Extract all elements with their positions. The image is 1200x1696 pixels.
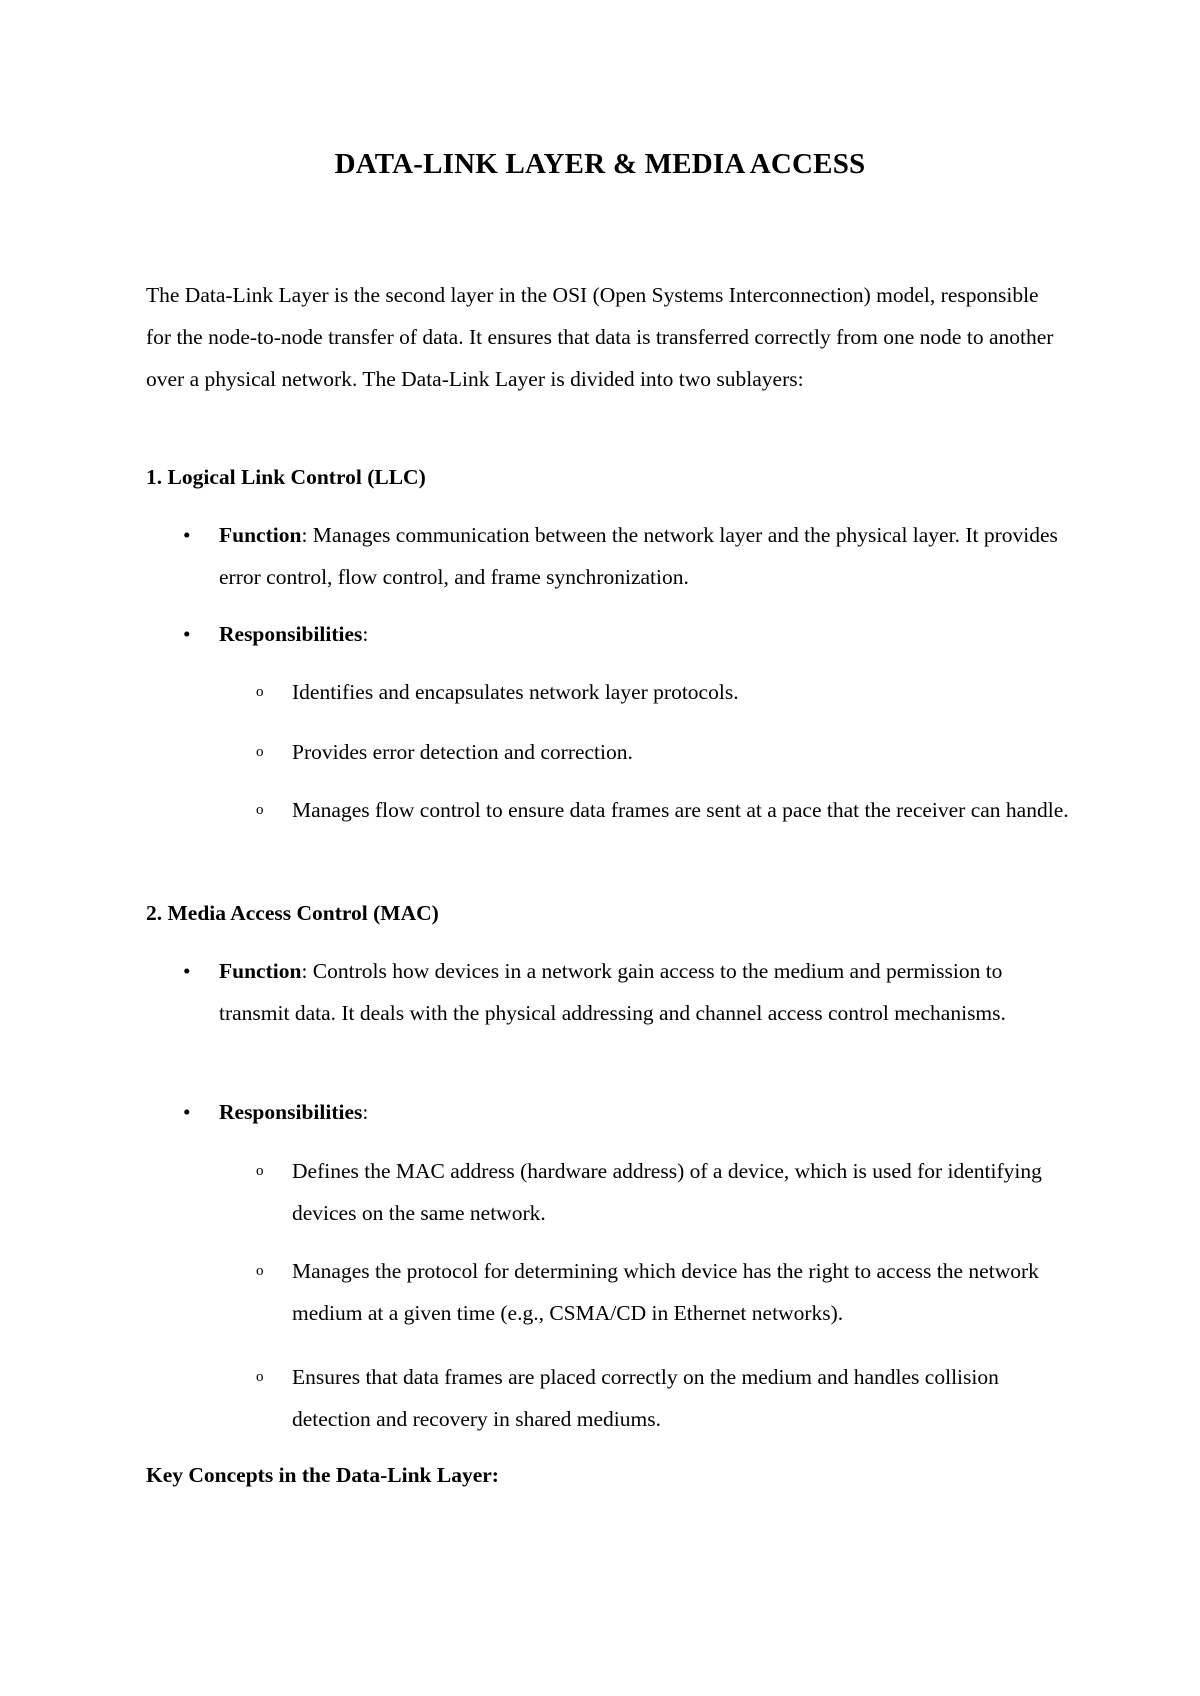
function-text: : Manages communication between the network layer and the physical layer. It provides error control, flow control, and frame synchronization. (219, 523, 1058, 589)
bullet-icon: • (183, 959, 191, 983)
responsibilities-colon: : (362, 622, 369, 646)
document-title: DATA-LINK LAYER & MEDIA ACCESS (334, 148, 866, 180)
sub-bullet-icon: o (256, 802, 264, 818)
section-heading-llc: 1. Logical Link Control (LLC) (146, 465, 426, 489)
llc-function-item (219, 514, 1074, 598)
section-heading-mac: 2. Media Access Control (MAC) (146, 901, 439, 925)
mac-function-item (219, 950, 1074, 1034)
key-concepts-heading: Key Concepts in the Data-Link Layer: (146, 1463, 499, 1487)
llc-responsibilities-item (219, 613, 1074, 655)
responsibilities-term: Responsibilities (219, 1100, 363, 1124)
intro-paragraph: The Data-Link Layer is the second layer in the OSI (Open Systems Interconnection) model, responsible for the node-to-node transfer of data. It ensures that data is transferred correctly from one node to another over a physical network. The Data-Link Layer is divided into two sublayers: (146, 283, 1054, 391)
responsibilities-term: Responsibilities (219, 622, 363, 646)
bullet-icon: • (183, 1100, 191, 1124)
sub-bullet-icon: o (256, 1369, 264, 1385)
mac-responsibilities-item (219, 1091, 1074, 1133)
llc-responsibility-item: Identifies and encapsulates network layer protocols. (292, 680, 739, 704)
mac-responsibility-item: Ensures that data frames are placed correctly on the medium and handles collision detection and recovery in shared mediums. (292, 1365, 999, 1431)
mac-responsibility-item: Manages the protocol for determining which device has the right to access the network medium at a given time (e.g., CSMA/CD in Ethernet networks). (292, 1259, 1039, 1325)
llc-responsibility-item: Manages flow control to ensure data frames are sent at a pace that the receiver can handle. (292, 798, 1069, 822)
function-term: Function (219, 959, 302, 983)
bullet-icon: • (183, 523, 191, 547)
function-text: : Controls how devices in a network gain access to the medium and permission to transmit data. It deals with the physical addressing and channel access control mechanisms. (219, 959, 1006, 1025)
sub-bullet-icon: o (256, 1263, 264, 1279)
sub-bullet-icon: o (256, 744, 264, 760)
mac-responsibility-item: Defines the MAC address (hardware address) of a device, which is used for identifying devices on the same network. (292, 1159, 1042, 1225)
sub-bullet-icon: o (256, 684, 264, 700)
responsibilities-colon: : (362, 1100, 369, 1124)
bullet-icon: • (183, 622, 191, 646)
llc-responsibility-item: Provides error detection and correction. (292, 740, 633, 764)
sub-bullet-icon: o (256, 1163, 264, 1179)
function-term: Function (219, 523, 302, 547)
